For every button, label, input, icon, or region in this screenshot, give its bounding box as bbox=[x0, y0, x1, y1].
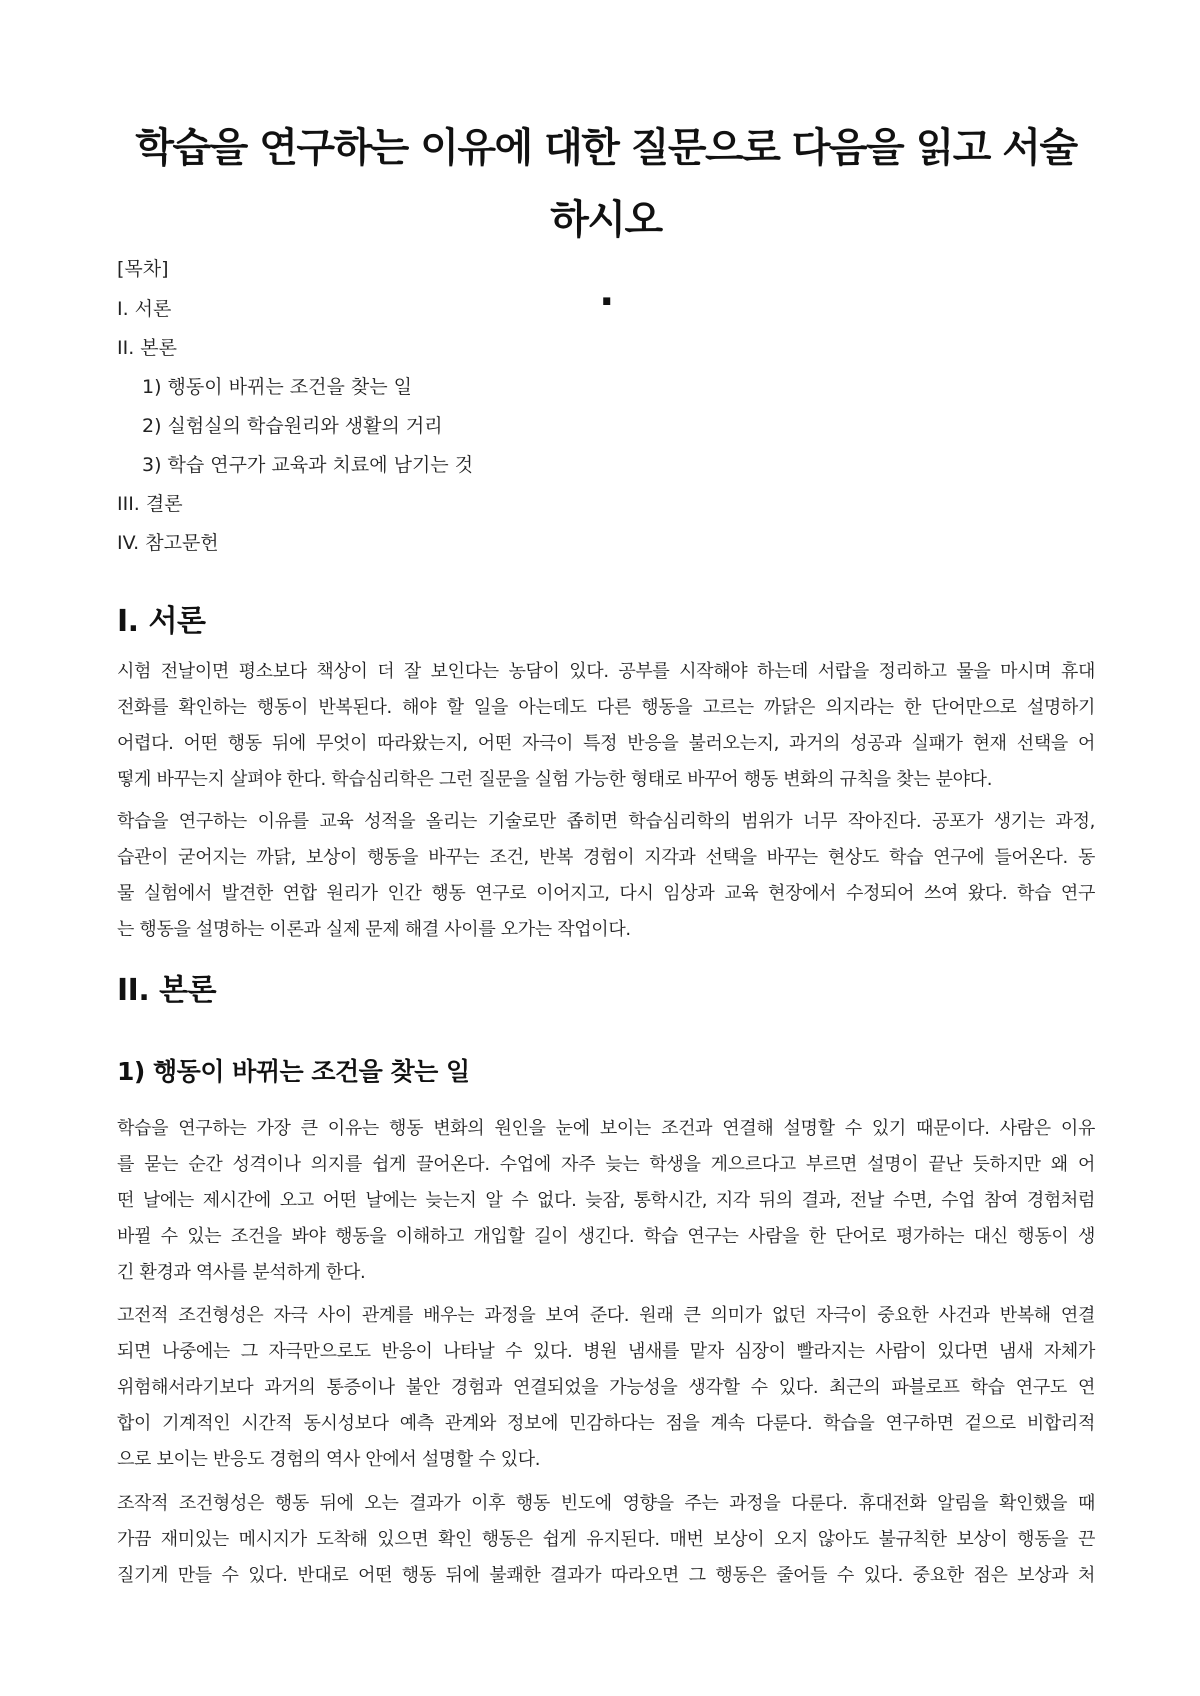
document-page bbox=[117, 0, 1095, 1696]
paragraph bbox=[117, 1111, 1095, 1291]
paragraph-line: 질기게 만들 수 있다. 반대로 어떤 행동 뒤에 불쾌한 결과가 따라오면 그 행동은 줄어들 수 있다. 중요한 점은 보상과 처 bbox=[117, 1565, 1095, 1586]
paragraph-line: 떻게 바꾸는지 살펴야 한다. 학습심리학은 그런 질문을 실험 가능한 형태로 바꾸어 행동 변화의 규칙을 찾는 분야다. bbox=[117, 769, 993, 790]
toc-item: II. 본론 bbox=[117, 337, 177, 359]
paragraph-line: 으로 보이는 반응도 경험의 역사 안에서 설명할 수 있다. bbox=[117, 1449, 541, 1470]
paragraph-line: 어렵다. 어떤 행동 뒤에 무엇이 따라왔는지, 어떤 자극이 특정 반응을 불러오는지, 과거의 성공과 실패가 현재 선택을 어 bbox=[117, 733, 1095, 754]
section-heading-body: II. 본론 bbox=[117, 973, 217, 1008]
paragraph-line: 학습을 연구하는 이유를 교육 성적을 올리는 기술로만 좁히면 학습심리학의 범위가 너무 작아진다. 공포가 생기는 과정, bbox=[117, 811, 1095, 832]
document-title-line: 학습을 연구하는 이유에 대한 질문으로 다음을 읽고 서술하시오 bbox=[135, 125, 1077, 243]
paragraph-line: 바뀔 수 있는 조건을 봐야 행동을 이해하고 개입할 길이 생긴다. 학습 연구는 사람을 한 단어로 평가하는 대신 행동이 생 bbox=[117, 1226, 1095, 1247]
paragraph-line: 위험해서라기보다 과거의 통증이나 불안 경험과 연결되었을 가능성을 생각할 수 있다. 최근의 파블로프 학습 연구도 연 bbox=[117, 1377, 1095, 1398]
paragraph-line: 떤 날에는 제시간에 오고 어떤 날에는 늦는지 알 수 없다. 늦잠, 통학시간, 지각 뒤의 결과, 전날 수면, 수업 참여 경험처럼 bbox=[117, 1190, 1095, 1211]
paragraph-line: 를 묻는 순간 성격이나 의지를 쉽게 끌어온다. 수업에 자주 늦는 학생을 게으르다고 부르면 설명이 끝난 듯하지만 왜 어 bbox=[117, 1154, 1095, 1175]
paragraph bbox=[117, 804, 1095, 948]
paragraph bbox=[117, 1486, 1095, 1594]
paragraph-line: 학습을 연구하는 가장 큰 이유는 행동 변화의 원인을 눈에 보이는 조건과 연결해 설명할 수 있기 때문이다. 사람은 이유 bbox=[117, 1118, 1095, 1139]
toc-item: IV. 참고문헌 bbox=[117, 532, 219, 554]
section-heading-intro: I. 서론 bbox=[117, 604, 206, 639]
paragraph-line: 물 실험에서 발견한 연합 원리가 인간 행동 연구로 이어지고, 다시 임상과 교육 현장에서 수정되어 쓰여 왔다. 학습 연구 bbox=[117, 883, 1095, 904]
table-of-contents bbox=[117, 250, 1095, 563]
toc-subitem: 3) 학습 연구가 교육과 치료에 남기는 것 bbox=[142, 454, 474, 476]
paragraph-line: 습관이 굳어지는 까닭, 보상이 행동을 바꾸는 조건, 반복 경험이 지각과 선택을 바꾸는 현상도 학습 연구에 들어온다. 동 bbox=[117, 847, 1095, 868]
paragraph-line: 합이 기계적인 시간적 동시성보다 예측 관계와 정보에 민감하다는 점을 계속 다룬다. 학습을 연구하면 겉으로 비합리적 bbox=[117, 1413, 1095, 1434]
paragraph-line: 긴 환경과 역사를 분석하게 한다. bbox=[117, 1262, 366, 1283]
toc-subitem: 2) 실험실의 학습원리와 생활의 거리 bbox=[142, 415, 443, 437]
paragraph-line: 시험 전날이면 평소보다 책상이 더 잘 보인다는 농담이 있다. 공부를 시작해야 하는데 서랍을 정리하고 물을 마시며 휴대 bbox=[117, 661, 1095, 682]
paragraph-line: 조작적 조건형성은 행동 뒤에 오는 결과가 이후 행동 빈도에 영향을 주는 과정을 다룬다. 휴대전화 알림을 확인했을 때 bbox=[117, 1493, 1095, 1514]
paragraph-line: 는 행동을 설명하는 이론과 실제 문제 해결 사이를 오가는 작업이다. bbox=[117, 919, 631, 940]
paragraph-line: 고전적 조건형성은 자극 사이 관계를 배우는 과정을 보여 준다. 원래 큰 의미가 없던 자극이 중요한 사건과 반복해 연결 bbox=[117, 1305, 1095, 1326]
subsection-heading-1: 1) 행동이 바뀌는 조건을 찾는 일 bbox=[117, 1057, 470, 1086]
paragraph bbox=[117, 654, 1095, 798]
paragraph-line: 되면 나중에는 그 자극만으로도 반응이 나타날 수 있다. 병원 냄새를 맡자 심장이 빨라지는 사람이 있다면 냄새 자체가 bbox=[117, 1341, 1095, 1362]
toc-item: I. 서론 bbox=[117, 298, 172, 320]
paragraph bbox=[117, 1298, 1095, 1478]
toc-heading: [목차] bbox=[117, 258, 169, 280]
toc-item: III. 결론 bbox=[117, 493, 183, 515]
paragraph-line: 가끔 재미있는 메시지가 도착해 있으면 확인 행동은 쉽게 유지된다. 매번 보상이 오지 않아도 불규칙한 보상이 행동을 끈 bbox=[117, 1529, 1095, 1550]
paragraph-line: 전화를 확인하는 행동이 반복된다. 해야 할 일을 아는데도 다른 행동을 고르는 까닭은 의지라는 한 단어만으로 설명하기 bbox=[117, 697, 1095, 718]
toc-subitem: 1) 행동이 바뀌는 조건을 찾는 일 bbox=[142, 376, 412, 398]
document-title-line: . bbox=[599, 269, 613, 315]
